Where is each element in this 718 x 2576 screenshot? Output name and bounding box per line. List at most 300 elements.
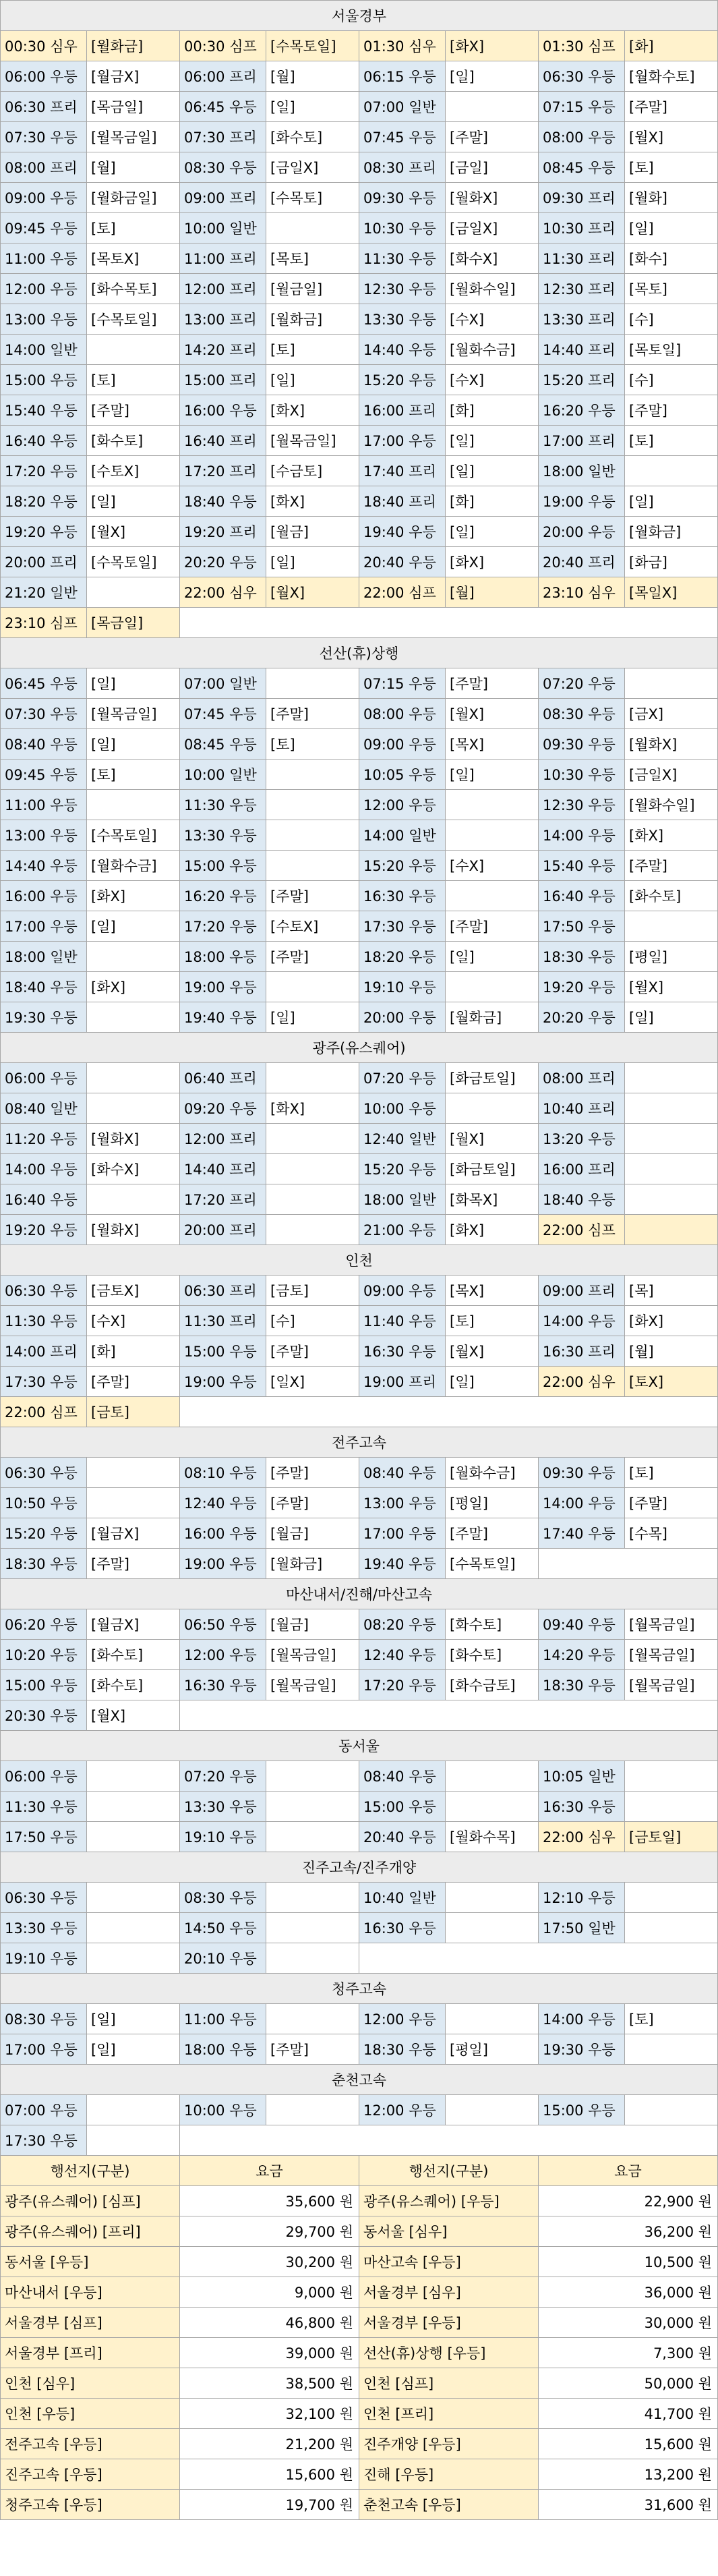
departure-time: 20:10 우등 [180, 1943, 266, 1974]
departure-time: 17:00 우등 [359, 1518, 446, 1549]
schedule-row [1, 1488, 718, 1518]
departure-time: 15:40 우등 [539, 851, 625, 881]
schedule-row [1, 911, 718, 942]
departure-time: 14:40 프리 [539, 335, 625, 365]
fare-destination: 동서울 [심우] [359, 2216, 539, 2247]
operating-days: [화] [446, 395, 539, 426]
departure-time: 08:40 우등 [359, 1761, 446, 1792]
departure-time: 10:20 우등 [1, 1640, 87, 1670]
departure-time: 14:00 우등 [539, 1306, 625, 1336]
departure-time: 16:20 우등 [180, 881, 266, 911]
departure-time: 14:40 우등 [359, 335, 446, 365]
operating-days [87, 1093, 180, 1124]
departure-time: 07:15 우등 [539, 92, 625, 122]
operating-days: [화금토일] [446, 1154, 539, 1184]
departure-time: 07:45 우등 [359, 122, 446, 152]
departure-time: 17:50 우등 [1, 1822, 87, 1852]
departure-time: 12:30 우등 [359, 274, 446, 304]
departure-time: 16:30 우등 [359, 881, 446, 911]
operating-days: [월화수금] [446, 1458, 539, 1488]
departure-time: 20:40 프리 [539, 547, 625, 577]
departure-time: 15:00 우등 [1, 365, 87, 395]
operating-days: [목토] [266, 244, 359, 274]
operating-days: [일] [446, 61, 539, 92]
departure-time: 19:40 우등 [180, 1002, 266, 1033]
operating-days: [월목금일] [625, 1640, 718, 1670]
schedule-row [1, 881, 718, 911]
operating-days [87, 790, 180, 820]
departure-time: 19:30 우등 [1, 1002, 87, 1033]
fare-destination: 서울경부 [심프] [1, 2308, 180, 2338]
schedule-row [1, 1609, 718, 1640]
departure-time: 12:00 우등 [1, 274, 87, 304]
departure-time: 19:30 우등 [539, 2034, 625, 2065]
departure-time: 16:40 우등 [1, 1184, 87, 1215]
operating-days: [화X] [446, 1215, 539, 1245]
departure-time: 14:00 우등 [539, 820, 625, 851]
schedule-row [1, 213, 718, 244]
departure-time: 17:30 우등 [1, 2125, 87, 2156]
operating-days [446, 1093, 539, 1124]
operating-days: [월금X] [87, 1609, 180, 1640]
operating-days: [월금일] [266, 274, 359, 304]
operating-days: [월화X] [625, 729, 718, 760]
operating-days [266, 820, 359, 851]
fare-price: 7,300 원 [539, 2338, 718, 2368]
operating-days: [화] [625, 31, 718, 61]
schedule-row [1, 61, 718, 92]
departure-time: 14:50 우등 [180, 1913, 266, 1943]
fare-price: 30,000 원 [539, 2308, 718, 2338]
departure-time: 06:30 우등 [1, 1458, 87, 1488]
section-header-row [1, 1579, 718, 1609]
section-title: 선산(휴)상행 [1, 638, 718, 668]
operating-days [266, 2095, 359, 2125]
fare-destination: 서울경부 [우등] [359, 2308, 539, 2338]
departure-time: 16:30 우등 [359, 1336, 446, 1367]
fare-destination: 인천 [우등] [1, 2399, 180, 2429]
schedule-row [1, 1063, 718, 1093]
fare-price: 46,800 원 [180, 2308, 359, 2338]
fare-price: 15,600 원 [180, 2459, 359, 2490]
operating-days: [월금X] [87, 1518, 180, 1549]
operating-days: [목토X] [87, 244, 180, 274]
operating-days: [월X] [625, 122, 718, 152]
departure-time: 06:30 프리 [180, 1276, 266, 1306]
departure-time: 17:30 우등 [359, 911, 446, 942]
departure-time: 09:30 우등 [539, 729, 625, 760]
departure-time: 17:40 프리 [359, 456, 446, 486]
operating-days: [목토일] [625, 335, 718, 365]
departure-time: 16:30 프리 [539, 1336, 625, 1367]
section-header-row [1, 1974, 718, 2004]
operating-days: [일] [87, 668, 180, 699]
operating-days [87, 942, 180, 972]
operating-days [87, 1063, 180, 1093]
fare-row [1, 2338, 718, 2368]
schedule-row [1, 1549, 718, 1579]
departure-time: 14:00 일반 [1, 335, 87, 365]
departure-time: 06:30 우등 [539, 61, 625, 92]
departure-time: 06:30 우등 [1, 1276, 87, 1306]
empty-cell [180, 2125, 718, 2156]
departure-time: 07:30 우등 [1, 699, 87, 729]
operating-days: [일] [266, 547, 359, 577]
departure-time: 18:30 우등 [539, 1670, 625, 1700]
departure-time: 08:30 우등 [180, 152, 266, 183]
operating-days [266, 2004, 359, 2034]
operating-days [266, 1792, 359, 1822]
fare-row [1, 2459, 718, 2490]
section-title: 동서울 [1, 1731, 718, 1761]
operating-days [625, 2034, 718, 2065]
fare-row [1, 2247, 718, 2277]
operating-days: [화X] [625, 1306, 718, 1336]
operating-days: [화수토] [87, 1670, 180, 1700]
schedule-row [1, 1215, 718, 1245]
departure-time: 12:40 우등 [359, 1640, 446, 1670]
section-header-row [1, 638, 718, 668]
operating-days: [화X] [266, 486, 359, 517]
schedule-row [1, 92, 718, 122]
fare-price: 39,000 원 [180, 2338, 359, 2368]
operating-days [87, 1943, 180, 1974]
departure-time: 13:30 우등 [180, 1792, 266, 1822]
fare-price: 9,000 원 [180, 2277, 359, 2308]
schedule-row [1, 699, 718, 729]
schedule-row [1, 304, 718, 335]
fare-row [1, 2368, 718, 2399]
departure-time: 15:20 프리 [539, 365, 625, 395]
operating-days: [토] [625, 1458, 718, 1488]
operating-days: [월화금일] [87, 183, 180, 213]
schedule-row [1, 1276, 718, 1306]
departure-time: 17:00 우등 [359, 426, 446, 456]
operating-days [266, 1154, 359, 1184]
operating-days: [월] [625, 1336, 718, 1367]
schedule-row [1, 2034, 718, 2065]
operating-days: [화금] [625, 547, 718, 577]
fare-price: 36,200 원 [539, 2216, 718, 2247]
departure-time: 16:30 우등 [180, 1670, 266, 1700]
operating-days [625, 1792, 718, 1822]
operating-days [446, 92, 539, 122]
departure-time: 15:00 우등 [180, 851, 266, 881]
departure-time: 15:40 우등 [1, 395, 87, 426]
fare-price: 31,600 원 [539, 2490, 718, 2520]
departure-time: 20:40 우등 [359, 1822, 446, 1852]
departure-time: 08:30 우등 [1, 2004, 87, 2034]
departure-time: 13:20 우등 [539, 1124, 625, 1154]
schedule-row [1, 851, 718, 881]
operating-days: [월화수금] [446, 335, 539, 365]
departure-time: 13:00 우등 [1, 304, 87, 335]
operating-days [625, 1063, 718, 1093]
operating-days: [수금토] [266, 456, 359, 486]
departure-time: 14:20 우등 [539, 1640, 625, 1670]
schedule-row [1, 1093, 718, 1124]
departure-time: 15:20 우등 [359, 365, 446, 395]
departure-time: 08:00 우등 [359, 699, 446, 729]
operating-days [266, 1124, 359, 1154]
operating-days: [금X] [625, 699, 718, 729]
departure-time: 08:00 우등 [539, 122, 625, 152]
departure-time: 12:40 일반 [359, 1124, 446, 1154]
departure-time: 18:30 우등 [359, 2034, 446, 2065]
operating-days: [토] [625, 426, 718, 456]
departure-time: 16:30 우등 [539, 1792, 625, 1822]
operating-days [625, 456, 718, 486]
departure-time: 16:00 프리 [359, 395, 446, 426]
departure-time: 12:30 프리 [539, 274, 625, 304]
departure-time: 11:20 우등 [1, 1124, 87, 1154]
operating-days: [월X] [446, 1124, 539, 1154]
operating-days [266, 1822, 359, 1852]
operating-days: [화X] [266, 395, 359, 426]
departure-time: 11:40 우등 [359, 1306, 446, 1336]
departure-time: 18:30 우등 [539, 942, 625, 972]
departure-time: 08:45 우등 [180, 729, 266, 760]
operating-days: [수토X] [87, 456, 180, 486]
operating-days: [주말] [625, 395, 718, 426]
departure-time: 17:30 우등 [1, 1367, 87, 1397]
operating-days [87, 2095, 180, 2125]
departure-time: 12:10 우등 [539, 1883, 625, 1913]
departure-time: 07:20 우등 [359, 1063, 446, 1093]
departure-time: 09:40 우등 [539, 1609, 625, 1640]
schedule-row [1, 486, 718, 517]
operating-days: [금토일] [625, 1822, 718, 1852]
departure-time: 12:00 우등 [359, 790, 446, 820]
fare-destination: 서울경부 [프리] [1, 2338, 180, 2368]
schedule-row [1, 1306, 718, 1336]
departure-time: 08:30 우등 [539, 699, 625, 729]
operating-days: [금일] [446, 152, 539, 183]
departure-time: 10:50 우등 [1, 1488, 87, 1518]
operating-days [446, 1761, 539, 1792]
operating-days: [주말] [266, 699, 359, 729]
departure-time: 08:40 일반 [1, 1093, 87, 1124]
operating-days [446, 1913, 539, 1943]
departure-time: 10:00 일반 [180, 213, 266, 244]
operating-days [266, 1883, 359, 1913]
operating-days: [월] [87, 152, 180, 183]
section-header-row [1, 1, 718, 31]
departure-time: 22:00 심우 [180, 577, 266, 608]
operating-days: [월화금] [446, 1002, 539, 1033]
operating-days: [화X] [87, 972, 180, 1002]
operating-days: [일] [446, 456, 539, 486]
fare-price: 35,600 원 [180, 2186, 359, 2216]
departure-time: 10:40 일반 [359, 1883, 446, 1913]
departure-time: 11:00 우등 [1, 244, 87, 274]
departure-time: 18:20 우등 [1, 486, 87, 517]
operating-days [87, 1184, 180, 1215]
departure-time: 17:20 우등 [359, 1670, 446, 1700]
departure-time: 16:00 우등 [1, 881, 87, 911]
departure-time: 06:50 우등 [180, 1609, 266, 1640]
departure-time: 09:00 프리 [539, 1276, 625, 1306]
operating-days: [금일X] [446, 213, 539, 244]
fare-destination: 마산고속 [우등] [359, 2247, 539, 2277]
fare-price: 19,700 원 [180, 2490, 359, 2520]
fare-price: 10,500 원 [539, 2247, 718, 2277]
departure-time: 06:15 우등 [359, 61, 446, 92]
operating-days: [일] [446, 942, 539, 972]
departure-time: 14:20 프리 [180, 335, 266, 365]
operating-days [625, 1883, 718, 1913]
operating-days: [주말] [266, 2034, 359, 2065]
fare-destination: 선산(휴)상행 [우등] [359, 2338, 539, 2368]
operating-days [266, 760, 359, 790]
operating-days: [화] [446, 486, 539, 517]
fare-price: 36,000 원 [539, 2277, 718, 2308]
operating-days: [일] [266, 1002, 359, 1033]
operating-days [87, 1913, 180, 1943]
departure-time: 11:00 우등 [180, 2004, 266, 2034]
schedule-row [1, 1518, 718, 1549]
departure-time: 15:20 우등 [1, 1518, 87, 1549]
operating-days: [화수토] [87, 1640, 180, 1670]
departure-time: 06:20 우등 [1, 1609, 87, 1640]
fare-row [1, 2277, 718, 2308]
operating-days: [월화수토] [625, 61, 718, 92]
operating-days: [화X] [625, 820, 718, 851]
operating-days: [토] [87, 760, 180, 790]
fare-price: 38,500 원 [180, 2368, 359, 2399]
operating-days [266, 790, 359, 820]
operating-days: [월화금] [625, 517, 718, 547]
operating-days: [금토] [87, 1397, 180, 1427]
operating-days: [월화X] [87, 1124, 180, 1154]
operating-days: [목] [625, 1276, 718, 1306]
operating-days: [화수] [625, 244, 718, 274]
fare-price: 32,100 원 [180, 2399, 359, 2429]
schedule-row [1, 1002, 718, 1033]
departure-time: 10:40 프리 [539, 1093, 625, 1124]
operating-days: [화수금토] [446, 1670, 539, 1700]
operating-days: [월금] [266, 517, 359, 547]
operating-days: [수] [266, 1306, 359, 1336]
operating-days: [일] [87, 911, 180, 942]
operating-days: [월] [266, 61, 359, 92]
departure-time: 18:00 일반 [1, 942, 87, 972]
operating-days: [주말] [625, 851, 718, 881]
departure-time: 14:40 우등 [1, 851, 87, 881]
departure-time: 16:20 우등 [539, 395, 625, 426]
departure-time: 10:30 우등 [359, 213, 446, 244]
departure-time: 15:00 우등 [539, 2095, 625, 2125]
operating-days [625, 1215, 718, 1245]
operating-days: [일] [266, 92, 359, 122]
departure-time: 19:00 프리 [359, 1367, 446, 1397]
departure-time: 19:00 우등 [539, 486, 625, 517]
departure-time: 16:40 우등 [1, 426, 87, 456]
departure-time: 18:00 우등 [180, 2034, 266, 2065]
operating-days: [일] [625, 213, 718, 244]
operating-days: [목일X] [625, 577, 718, 608]
departure-time: 07:00 우등 [1, 2095, 87, 2125]
departure-time: 20:20 우등 [539, 1002, 625, 1033]
departure-time: 20:40 우등 [359, 547, 446, 577]
operating-days: [수목토일] [446, 1549, 539, 1579]
schedule-row [1, 668, 718, 699]
departure-time: 18:40 프리 [359, 486, 446, 517]
section-title: 광주(유스퀘어) [1, 1033, 718, 1063]
operating-days [446, 820, 539, 851]
departure-time: 16:00 프리 [539, 1154, 625, 1184]
operating-days: [월화금] [87, 31, 180, 61]
departure-time: 18:20 우등 [359, 942, 446, 972]
operating-days: [수X] [87, 1306, 180, 1336]
operating-days: [금일X] [266, 152, 359, 183]
departure-time: 06:00 우등 [1, 1063, 87, 1093]
schedule-row [1, 122, 718, 152]
operating-days: [주말] [266, 1488, 359, 1518]
departure-time: 17:20 우등 [180, 911, 266, 942]
operating-days: [주말] [87, 395, 180, 426]
schedule-row [1, 1397, 718, 1427]
departure-time: 06:45 우등 [180, 92, 266, 122]
schedule-row [1, 1913, 718, 1943]
fare-destination: 전주고속 [우등] [1, 2429, 180, 2459]
departure-time: 08:20 우등 [359, 1609, 446, 1640]
operating-days: [수목토일] [87, 547, 180, 577]
departure-time: 09:20 우등 [180, 1093, 266, 1124]
departure-time: 17:20 우등 [1, 456, 87, 486]
departure-time: 08:10 우등 [180, 1458, 266, 1488]
section-header-row [1, 1852, 718, 1883]
operating-days [446, 881, 539, 911]
schedule-row [1, 1336, 718, 1367]
operating-days: [주말] [625, 1488, 718, 1518]
operating-days: [토X] [625, 1367, 718, 1397]
operating-days: [월목금일] [266, 1670, 359, 1700]
departure-time: 10:00 우등 [359, 1093, 446, 1124]
fare-price: 15,600 원 [539, 2429, 718, 2459]
departure-time: 20:00 우등 [539, 517, 625, 547]
operating-days: [월금] [266, 1518, 359, 1549]
operating-days: [수X] [446, 304, 539, 335]
departure-time: 15:00 우등 [1, 1670, 87, 1700]
departure-time: 19:00 우등 [180, 1367, 266, 1397]
section-title: 서울경부 [1, 1, 718, 31]
departure-time: 01:30 심우 [359, 31, 446, 61]
departure-time: 10:30 프리 [539, 213, 625, 244]
operating-days [625, 1761, 718, 1792]
departure-time: 07:45 우등 [180, 699, 266, 729]
fare-price: 41,700 원 [539, 2399, 718, 2429]
operating-days [266, 1215, 359, 1245]
departure-time: 11:30 프리 [539, 244, 625, 274]
operating-days: [평일] [625, 942, 718, 972]
fare-destination: 인천 [심프] [359, 2368, 539, 2399]
schedule-row [1, 2095, 718, 2125]
operating-days: [수X] [446, 851, 539, 881]
fare-destination: 청주고속 [우등] [1, 2490, 180, 2520]
operating-days [266, 1184, 359, 1215]
fare-row [1, 2490, 718, 2520]
fare-price: 29,700 원 [180, 2216, 359, 2247]
operating-days: [일] [87, 2004, 180, 2034]
departure-time: 14:00 프리 [1, 1336, 87, 1367]
departure-time: 15:00 우등 [359, 1792, 446, 1822]
departure-time: 06:00 우등 [1, 61, 87, 92]
operating-days: [일] [625, 486, 718, 517]
fare-row [1, 2429, 718, 2459]
departure-time: 19:20 우등 [1, 517, 87, 547]
operating-days: [목토] [625, 274, 718, 304]
